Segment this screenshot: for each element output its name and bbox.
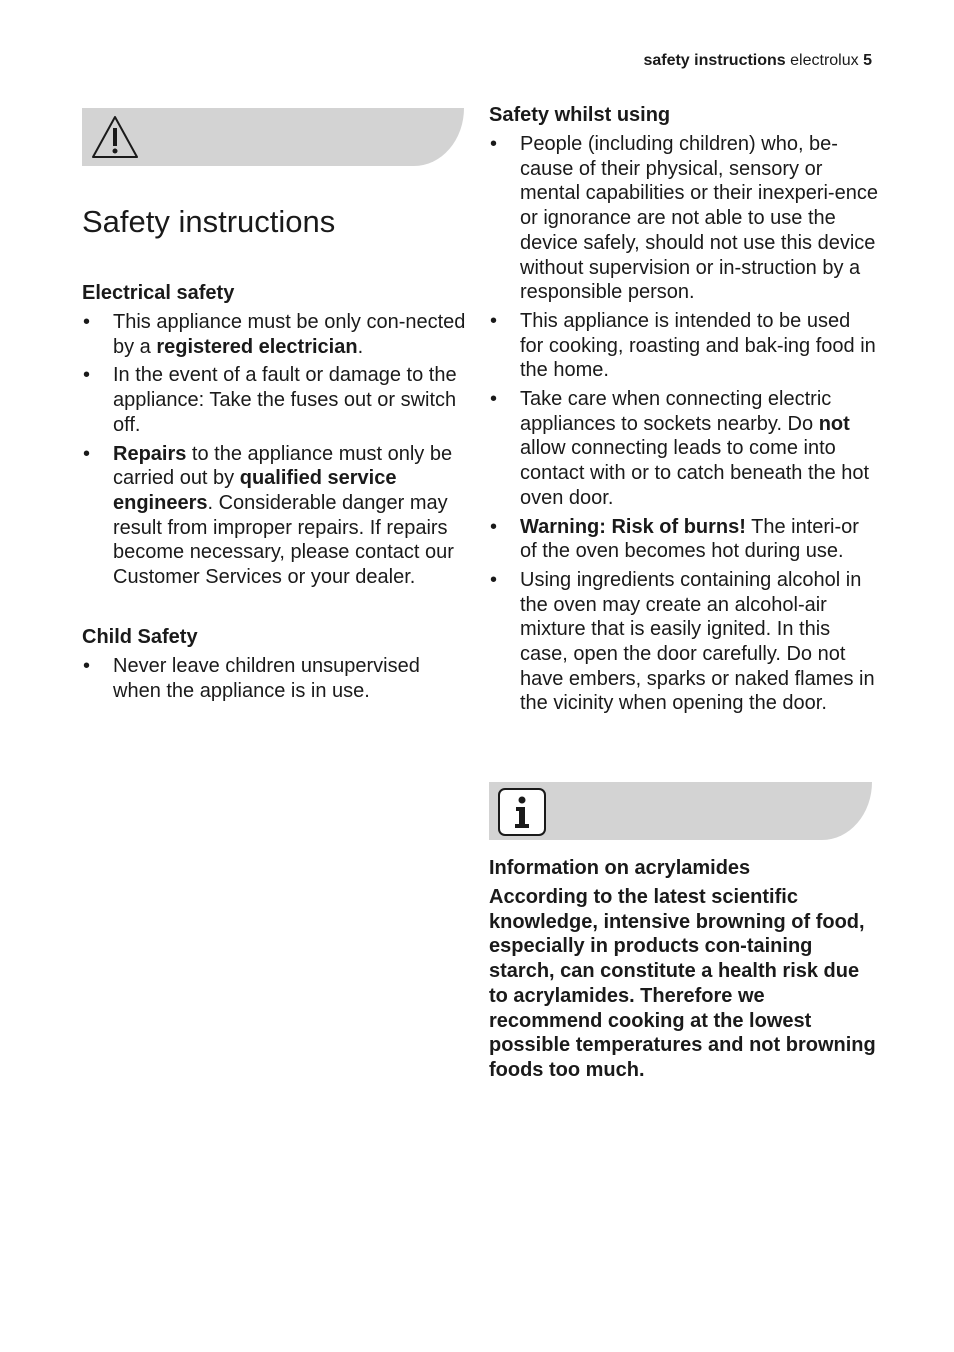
list-item: • Warning: Risk of burns! The interi-or of the oven becomes hot during use.: [489, 515, 879, 564]
child-safety-section: [82, 625, 472, 707]
list-item: • Never leave children unsupervised when the appliance is in use.: [82, 654, 472, 703]
electrical-safety-section: [82, 281, 472, 594]
safety-using-section: [489, 103, 879, 720]
child-safety-heading: Child Safety: [82, 626, 198, 648]
warning-triangle-icon: [89, 112, 141, 162]
info-banner: [489, 782, 872, 840]
acrylamides-body: According to the latest scientific knowledge, intensive browning of food, especially in products con-taining starch, can constitute a health risk due to acrylamides. Therefore we recommend cooking at the lowest possible temperatures and not browning foods too much.: [489, 886, 876, 1081]
list-item: • This appliance is intended to be used for cooking, roasting and bak-ing food in the home.: [489, 309, 879, 383]
page-title: Safety instructions: [82, 204, 336, 239]
page-header: [643, 52, 872, 70]
header-brand: electrolux: [790, 52, 859, 69]
list-item: • People (including children) who, be-cause of their physical, sensory or mental capabilities or their inexperi-ence or ignorance are not able to use the device safely, should not use this device without supervision or in-struction by a responsible person.: [489, 132, 879, 305]
safety-using-heading: Safety whilst using: [489, 104, 671, 126]
page-number: 5: [863, 52, 872, 69]
list-item: • Take care when connecting electric appliances to sockets nearby. Do not allow connecting leads to come into contact with or to catch beneath the hot oven door.: [489, 387, 879, 511]
electrical-safety-heading: Electrical safety: [82, 282, 235, 304]
list-item: • This appliance must be only con-nected by a registered electrician.: [82, 310, 472, 359]
list-item: • Using ingredients containing alcohol in the oven may create an alcohol-air mixture that is easily ignited. In this case, open the door carefully. Do not have embers, sparks or naked flames in the vicinity when opening the door.: [489, 568, 879, 716]
acrylamides-section: [489, 856, 879, 1083]
warning-banner: [82, 108, 464, 166]
info-icon: [496, 786, 548, 838]
list-item: • In the event of a fault or damage to the appliance: Take the fuses out or switch off.: [82, 363, 472, 437]
list-item: • Repairs to the appliance must only be carried out by qualified service engineers. Considerable danger may result from improper repairs. If repairs become necessary, please contact our Customer Services or your dealer.: [82, 442, 472, 590]
acrylamides-heading: Information on acrylamides: [489, 857, 751, 879]
header-section: safety instructions: [643, 52, 786, 69]
